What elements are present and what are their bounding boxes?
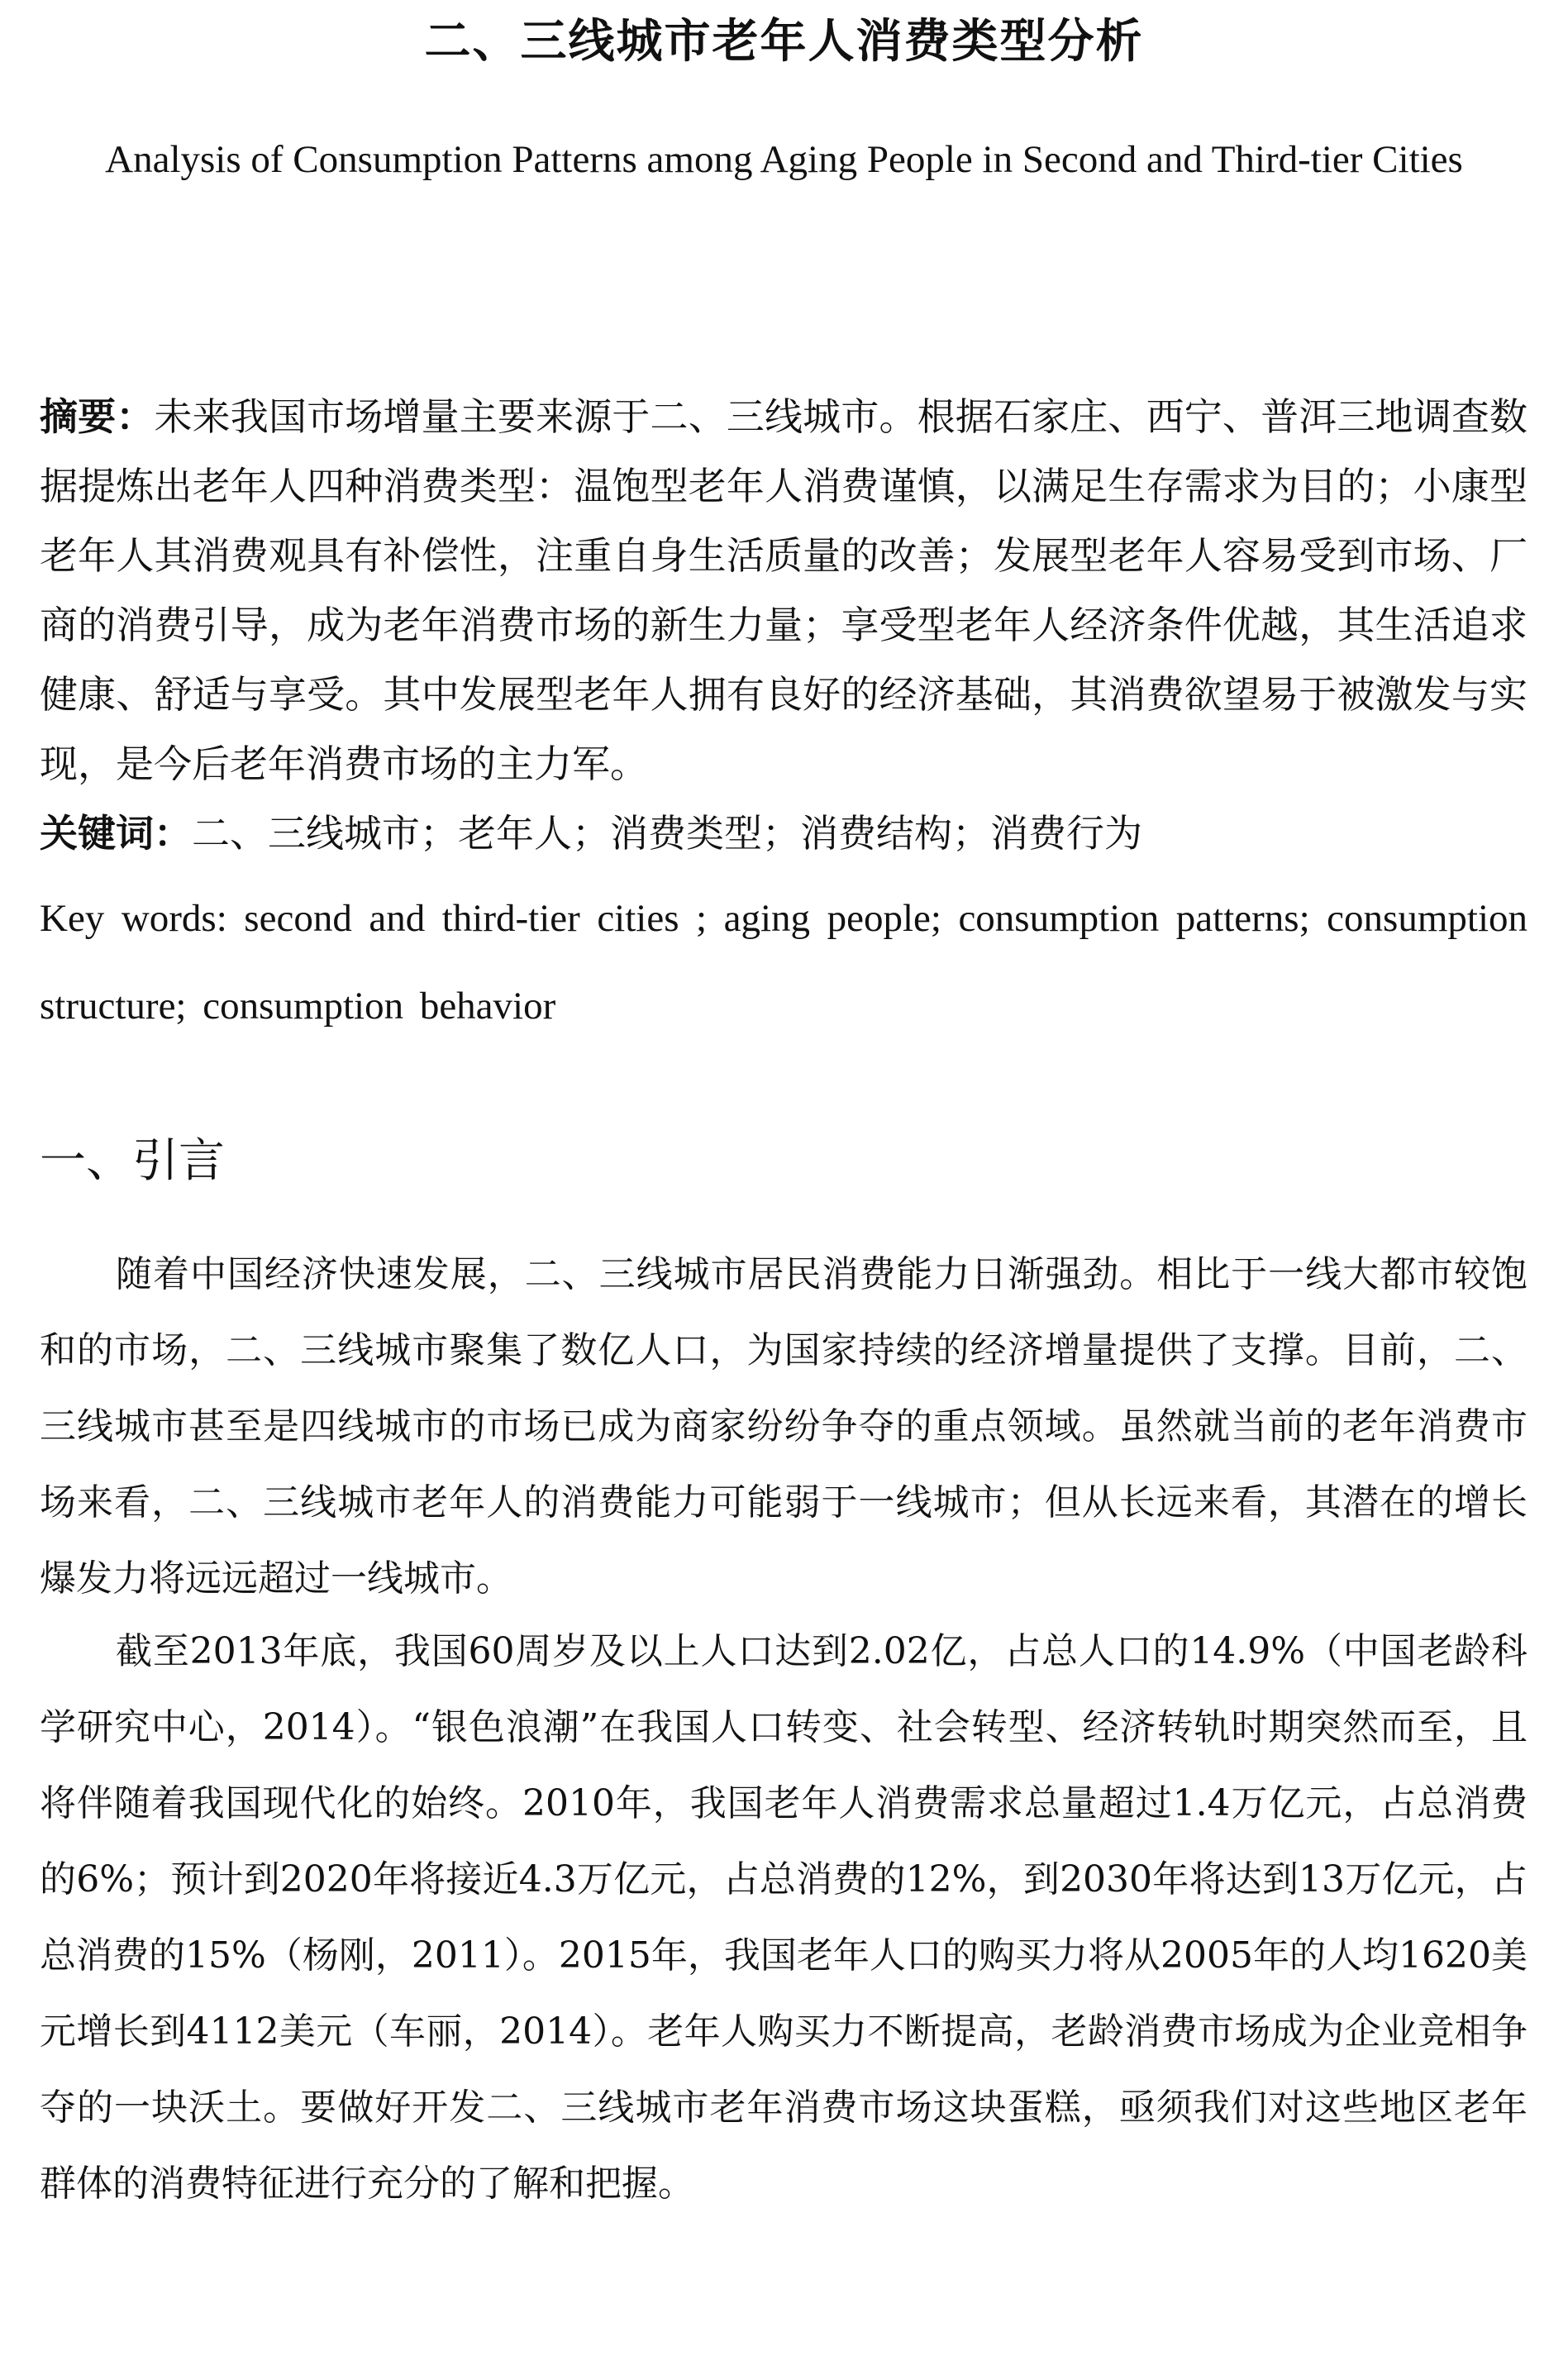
paper-title-chinese: 二、三线城市老年人消费类型分析	[424, 15, 1144, 69]
keywords-english: Key words: second and third-tier cities ; aging people; consumption patterns; consumption structure; consumption behavior	[40, 897, 1527, 1028]
abstract-label: 摘要：	[40, 394, 155, 439]
keywords-chinese	[40, 799, 1527, 868]
body-paragraph: 截至2013年底，我国60周岁及以上人口达到2.02亿，占总人口的14.9%（中国老龄科学研究中心，2014）。“银色浪潮”在我国人口转变、社会转型、经济转轨时期突然而至，且将伴随着我国现代化的始终。2010年，我国老年人消费需求总量超过1.4万亿元，占总消费的6%；预计到2020年将接近4.3万亿元，占总消费的12%，到2030年将达到13万亿元，占总消费的15%（杨刚，2011）。2015年，我国老年人口的购买力将从2005年的人均1620美元增长到4112美元（车丽，2014）。老年人购买力不断提高，老龄消费市场成为企业竞相争夺的一块沃土。要做好开发二、三线城市老年消费市场这块蛋糕，亟须我们对这些地区老年群体的消费特征进行充分的了解和把握。	[40, 1630, 1527, 2205]
body-paragraph: 随着中国经济快速发展，二、三线城市居民消费能力日渐强劲。相比于一线大都市较饱和的市场，二、三线城市聚集了数亿人口，为国家持续的经济增量提供了支撑。目前，二、三线城市甚至是四线城市的市场已成为商家纷纷争夺的重点领域。虽然就当前的老年消费市场来看，二、三线城市老年人的消费能力可能弱于一线城市；但从长远来看，其潜在的增长爆发力将远远超过一线城市。	[40, 1253, 1527, 1600]
abstract-text: 未来我国市场增量主要来源于二、三线城市。根据石家庄、西宁、普洱三地调查数据提炼出老年人四种消费类型：温饱型老年人消费谨慎，以满足生存需求为目的；小康型老年人其消费观具有补偿性，注重自身生活质量的改善；发展型老年人容易受到市场、厂商的消费引导，成为老年消费市场的新生力量；享受型老年人经济条件优越，其生活追求健康、舒适与享受。其中发展型老年人拥有良好的经济基础，其消费欲望易于被激发与实现，是今后老年消费市场的主力军。	[40, 394, 1528, 786]
section-heading-introduction: 一、引言	[40, 1134, 225, 1188]
keywords-chinese-text: 二、三线城市；老年人；消费类型；消费结构；消费行为	[192, 811, 1142, 856]
keywords-chinese-label: 关键词：	[40, 811, 192, 856]
abstract-block	[40, 382, 1527, 799]
paper-title-english: Analysis of Consumption Patterns among Aging People in Second and Third-tier Cities	[105, 138, 1463, 181]
